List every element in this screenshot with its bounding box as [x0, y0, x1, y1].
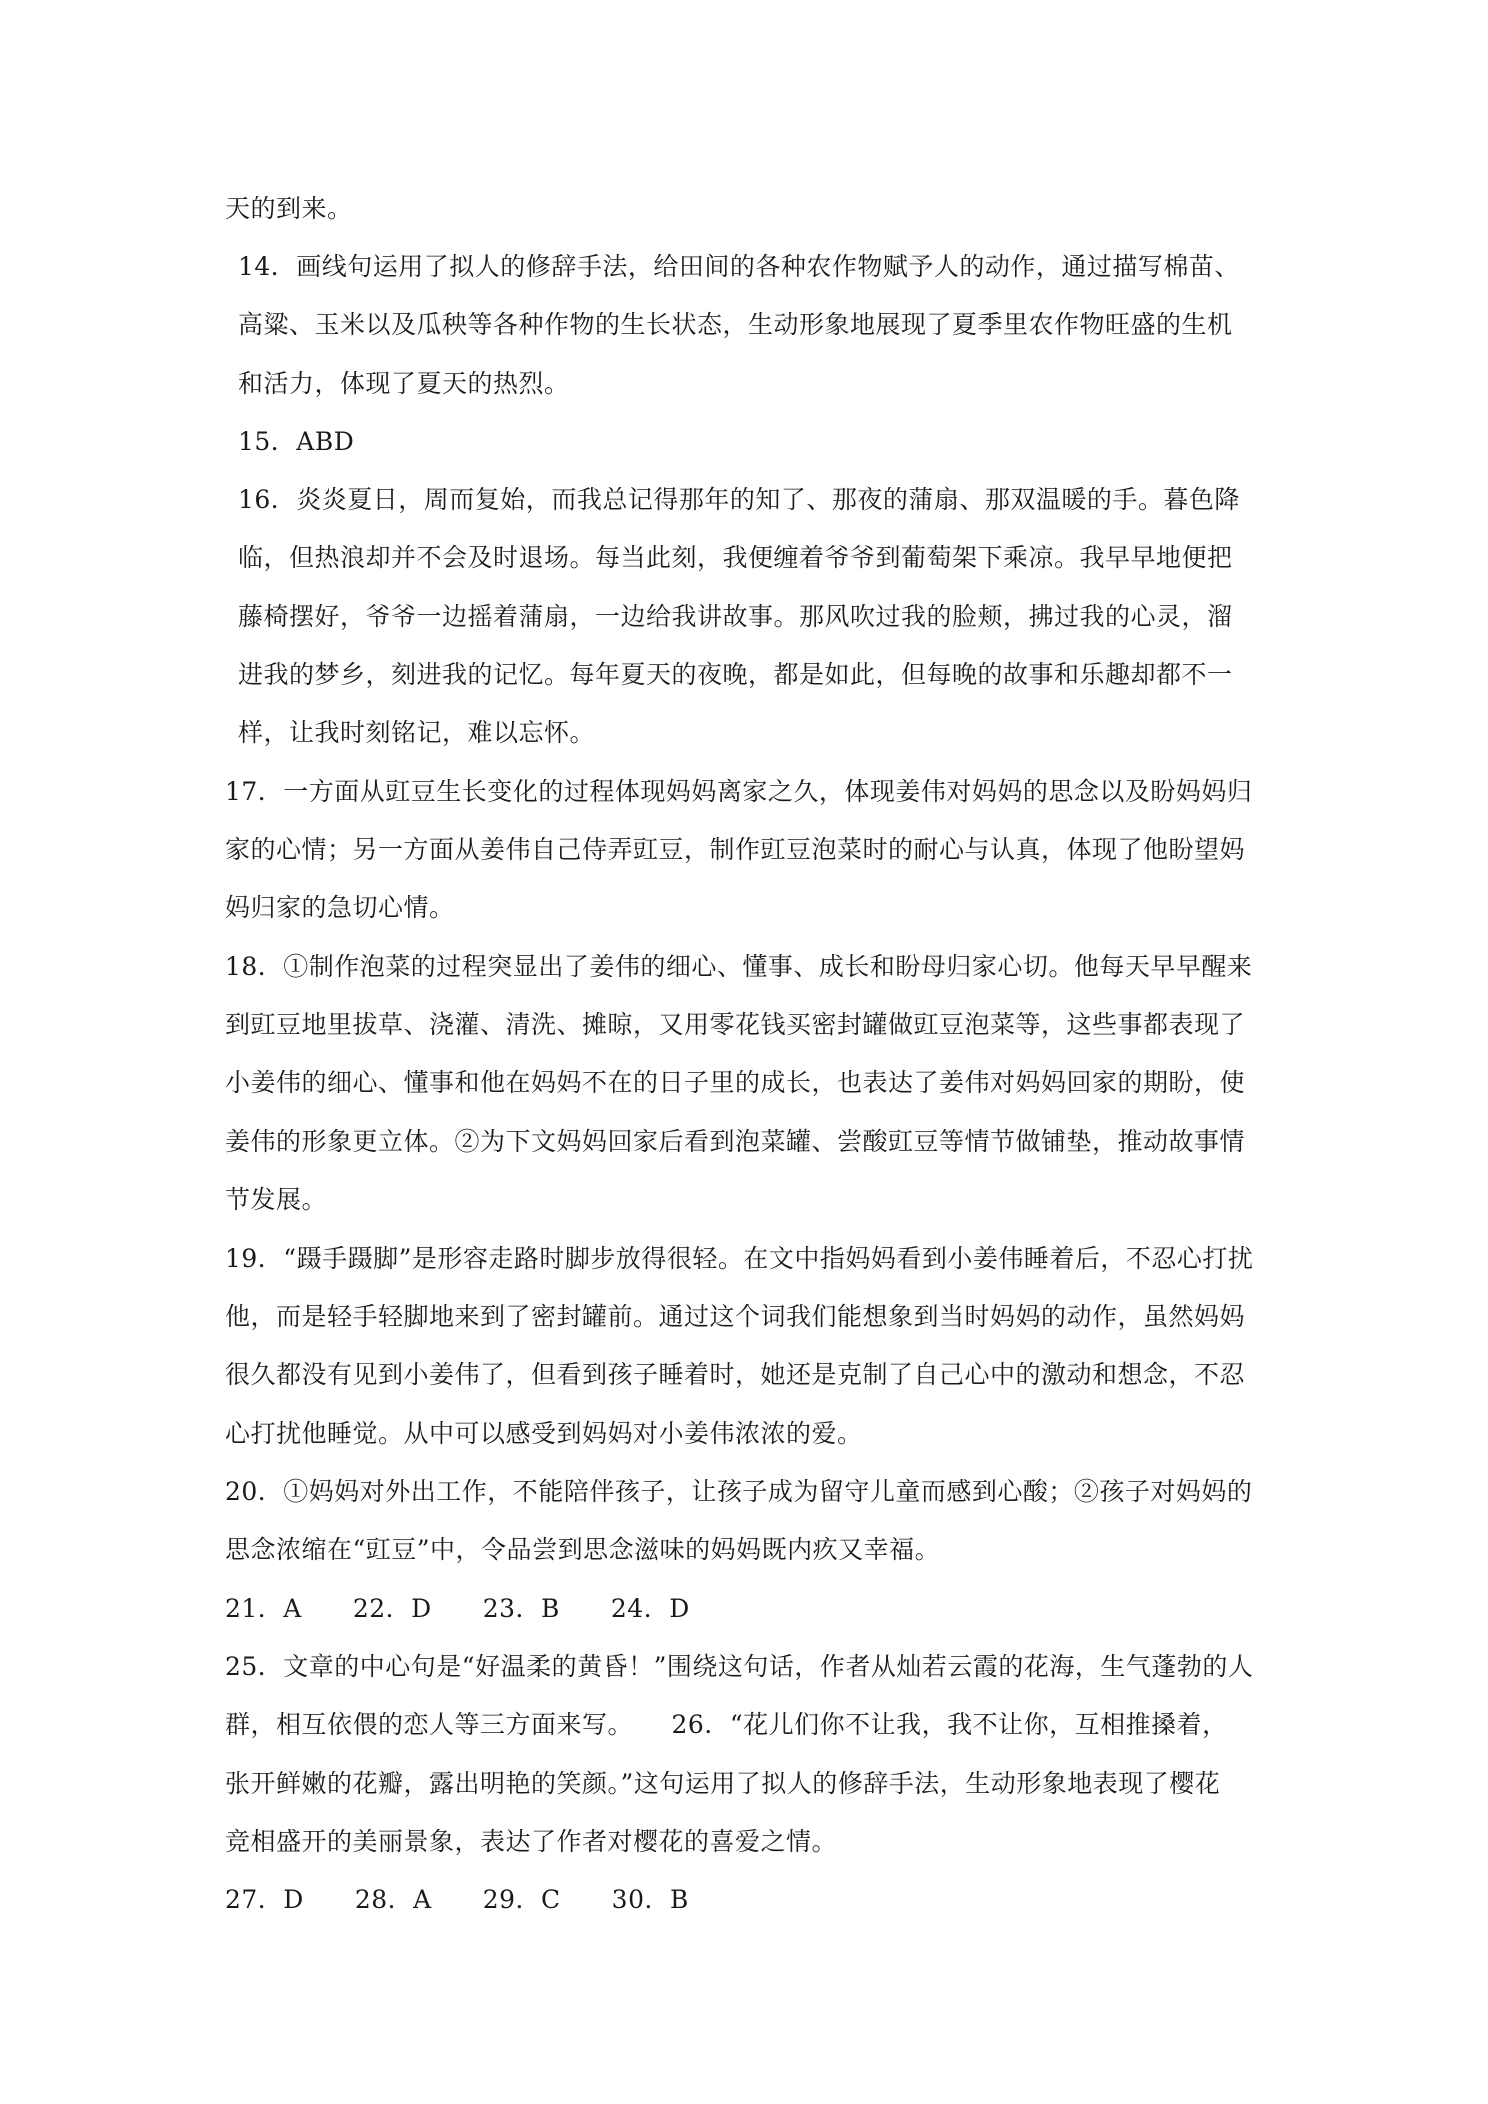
text-line: 25．文章的中心句是“好温柔的黄昏！”围绕这句话，作者从灿若云霞的花海，生气蓬勃的人: [225, 1652, 1254, 1681]
text-line: 藤椅摆好，爷爷一边摇着蒲扇，一边给我讲故事。那风吹过我的脸颊，拂过我的心灵，溜: [238, 602, 1233, 631]
text-line: 21．A 22．D 23．B 24．D: [225, 1594, 690, 1623]
text-line: 14．画线句运用了拟人的修辞手法，给田间的各种农作物赋予人的动作，通过描写棉苗、: [238, 252, 1240, 281]
text-line: 样，让我时刻铭记，难以忘怀。: [238, 718, 596, 747]
text-line: 姜伟的形象更立体。②为下文妈妈回家后看到泡菜罐、尝酸豇豆等情节做铺垫，推动故事情: [225, 1127, 1246, 1156]
text-line: 到豇豆地里拔草、浇灌、清洗、摊晾，又用零花钱买密封罐做豇豆泡菜等，这些事都表现了: [225, 1010, 1246, 1039]
text-line: 和活力，体现了夏天的热烈。: [238, 369, 570, 398]
text-line: 进我的梦乡，刻进我的记忆。每年夏天的夜晚，都是如此，但每晚的故事和乐趣却都不一: [238, 660, 1233, 689]
text-line: 20．①妈妈对外出工作，不能陪伴孩子，让孩子成为留守儿童而感到心酸；②孩子对妈妈的: [225, 1477, 1253, 1506]
text-line: 18．①制作泡菜的过程突显出了姜伟的细心、懂事、成长和盼母归家心切。他每天早早醒来: [225, 952, 1253, 981]
text-line: 心打扰他睡觉。从中可以感受到妈妈对小姜伟浓浓的爱。: [225, 1419, 863, 1448]
text-line: 小姜伟的细心、懂事和他在妈妈不在的日子里的成长，也表达了姜伟对妈妈回家的期盼，使: [225, 1068, 1246, 1097]
text-line: 高粱、玉米以及瓜秧等各种作物的生长状态，生动形象地展现了夏季里农作物旺盛的生机: [238, 310, 1233, 339]
text-line: 天的到来。: [225, 194, 353, 223]
text-line: 临，但热浪却并不会及时退场。每当此刻，我便缠着爷爷到葡萄架下乘凉。我早早地便把: [238, 543, 1233, 572]
text-line: 竞相盛开的美丽景象，表达了作者对樱花的喜爱之情。: [225, 1827, 838, 1856]
text-line: 节发展。: [225, 1185, 328, 1214]
text-line: 妈归家的急切心情。: [225, 893, 455, 922]
text-line: 17．一方面从豇豆生长变化的过程体现妈妈离家之久，体现姜伟对妈妈的思念以及盼妈妈归: [225, 777, 1253, 806]
text-line: 思念浓缩在“豇豆”中，令品尝到思念滋味的妈妈既内疚又幸福。: [225, 1535, 941, 1564]
text-line: 15．ABD: [238, 427, 355, 456]
text-line: 家的心情；另一方面从姜伟自己侍弄豇豆，制作豇豆泡菜时的耐心与认真，体现了他盼望妈: [225, 835, 1246, 864]
text-line: 很久都没有见到小姜伟了，但看到孩子睡着时，她还是克制了自己心中的激动和想念，不忍: [225, 1360, 1246, 1389]
text-line: 群，相互依偎的恋人等三方面来写。 26．“花儿们你不让我，我不让你，互相推搡着，: [225, 1710, 1228, 1739]
text-line: 他，而是轻手轻脚地来到了密封罐前。通过这个词我们能想象到当时妈妈的动作，虽然妈妈: [225, 1302, 1246, 1331]
text-line: 19．“蹑手蹑脚”是形容走路时脚步放得很轻。在文中指妈妈看到小姜伟睡着后，不忍心打扰: [225, 1244, 1254, 1273]
text-line: 16．炎炎夏日，周而复始，而我总记得那年的知了、那夜的蒲扇、那双温暖的手。暮色降: [238, 485, 1240, 514]
text-line: 27．D 28．A 29．C 30．B: [225, 1885, 689, 1914]
text-line: 张开鲜嫩的花瓣，露出明艳的笑颜。”这句运用了拟人的修辞手法，生动形象地表现了樱花: [225, 1769, 1221, 1798]
